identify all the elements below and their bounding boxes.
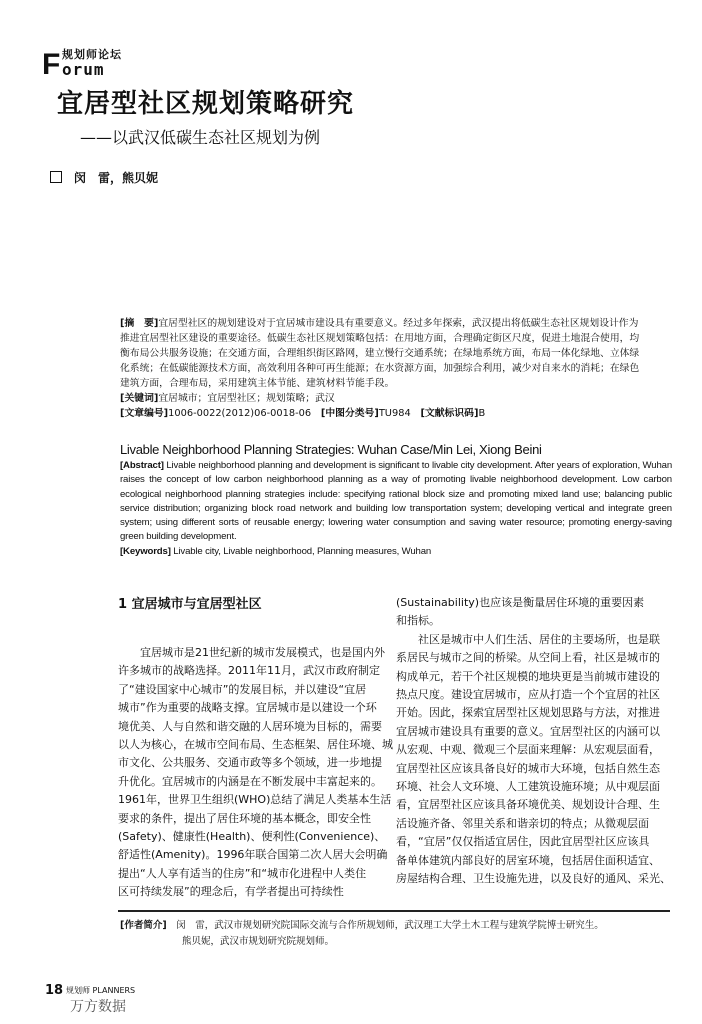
text-line: 环境、社会人文环境、人工建筑设施环境；从中观层面 (396, 780, 660, 794)
column-name: 规划师论坛 (62, 48, 122, 61)
text-line: 城市”作为重要的战略支撑。宜居城市是以建设一个环 (118, 701, 377, 715)
text-line: 宜居城市是21世纪新的城市发展模式，也是国内外 (118, 646, 385, 659)
text-line: 升优化。宜居城市的内涵是在不断发展中丰富起来的。 (118, 774, 382, 788)
logo-letter: F (42, 48, 61, 81)
text-line: 活设施齐备、邻里关系和谐亲切的特点；从微观层面 (396, 816, 649, 830)
text-line: 社区是城市中人们生活、居住的主要场所，也是联 (396, 632, 660, 646)
text-line: 系居民与城市之间的桥梁。从空间上看，社区是城市的 (396, 651, 660, 665)
text-line: (Safety)、健康性(Health)、便利性(Convenience)、 (118, 830, 386, 844)
text-line: 开始。因此，探索宜居型社区规划思路与方法，对推进 (396, 706, 660, 720)
body-column-left (118, 644, 393, 902)
subtitle: ——以武汉低碳生态社区规划为例 (80, 128, 321, 147)
page-number: 18 (45, 983, 64, 998)
section-heading: 1 宜居城市与宜居型社区 (118, 597, 262, 612)
text-line: 热点尺度。建设宜居城市，应从打造一个个宜居的社区 (396, 688, 660, 702)
text-line: 区可持续发展”的理念后，有学者提出可持续性 (118, 885, 344, 899)
page-title: 宜居型社区规划策略研究 (57, 89, 355, 119)
journal-name: 规划师 PLANNERS (66, 986, 136, 995)
text-line: 备单体建筑内部良好的居室环境，包括居住面积适宜、 (396, 853, 660, 867)
logo-text: orum (62, 60, 105, 79)
text-line: 宜居城市建设具有重要的意义。宜居型社区的内涵可以 (396, 724, 660, 738)
text-line: 境优美、人与自然和谐交融的人居环境为目标的，需要 (118, 719, 382, 733)
text-line: 看，宜居型社区应该具备环境优美、规划设计合理、生 (396, 798, 660, 812)
text-line: 了“建设国家中心城市”的发展目标，并以建设“宜居 (118, 682, 367, 696)
authors: 闵 雷，熊贝妮 (50, 170, 158, 186)
text-line: 和指标。 (396, 614, 440, 628)
square-bullet-icon (50, 171, 62, 183)
text-line: 市文化、公共服务、交通市政等多个领域，进一步地提 (118, 756, 382, 770)
text-line: 提出“人人享有适当的住房”和“城市化进程中人类住 (118, 866, 367, 880)
text-line: 房屋结构合理、卫生设施先进，以及良好的通风、采光、 (396, 872, 671, 886)
article-ids: [文章编号]1006-0022(2012)06-0018-06 [中图分类号]TU984 [文献标识码]B (120, 408, 486, 419)
abstract-en: [Abstract] Livable neighborhood planning and development is significant to livable city development. After years of exploration, Wuhan raises the concept of low carbon neighborhood planning as a way of promoting livable neighborhood development. Low carbon ecological neighborhood planning strategies include: specifying rational block size and promoting mixed land use; balancing public service distribution; organizing block road network and building low transportation system; developing vertical and integrate green system; using different sorts of reusable energy; lowering water consumption and saving water resource; promoting energy-saving green building development. [Keywords] Livable city, Livable neighborhood, Planning measures, Wuhan (120, 459, 672, 559)
text-line: 构成单元，若干个社区规模的地块更是当前城市建设的 (396, 669, 660, 683)
text-line: 舒适性(Amenity)。1996年联合国第二次人居大会明确 (118, 848, 388, 862)
text-line: 1961年，世界卫生组织(WHO)总结了满足人类基本生活 (118, 793, 392, 807)
keywords-cn: [关键词]宜居城市；宜居型社区；规划策略；武汉 (120, 393, 335, 404)
text-line: 要求的条件，提出了居住环境的基本概念，即安全性 (118, 811, 371, 825)
author-bio: [作者简介] 闵 雷，武汉市规划研究院国际交流与合作所规划师，武汉理工大学土木工程与建筑学院博士研究生。 熊贝妮，武汉市规划研究院规划师。 (120, 920, 604, 947)
text-line: (Sustainability)也应该是衡量居住环境的重要因素 (396, 596, 645, 609)
abstract-cn: [摘 要]宜居型社区的规划建设对于宜居城市建设具有重要意义。经过多年探索，武汉提出将低碳生态社区规划设计作为 推进宜居型社区建设的重要途径。低碳生态社区规划策略包括：在用地方面，合理确定街区尺度，促进土地混合使用，均 衡布局公共服务设施；在交通方面，合理组织街区路网，建立慢行交通系统；在绿地系统方面，布局一体化绿地、立体绿 化系统；在低碳能源技术方面，高效利用各种可再生能源；在水资源方面，加强综合利用，减少对自来水的消耗；在绿色 建筑方面，合理布局，采用建筑主体节能、建筑材料节能手段。 [关键词]宜居城市；宜居型社区；规划策略；武汉 [文章编号]1006-0022(2012)06-0018-06 [中图分类号]TU984 [文献标识码]B (120, 318, 640, 419)
text-line: 看，“宜居”仅仅指适宜居住，因此宜居型社区应该具 (396, 835, 650, 849)
text-line: 以人为核心，在城市空间布局、生态框架、居住环境、城 (118, 738, 393, 752)
divider (118, 910, 670, 912)
text-line: 宜居型社区应该具备良好的城市大环境，包括自然生态 (396, 761, 660, 775)
keywords-en: [Keywords] Livable city, Livable neighborhood, Planning measures, Wuhan (120, 545, 432, 557)
english-title: Livable Neighborhood Planning Strategies: Wuhan Case/Min Lei, Xiong Beini (120, 442, 542, 457)
watermark: 万方数据 (70, 999, 126, 1015)
body-column-right (396, 594, 671, 889)
text-line: 从宏观、中观、微观三个层面来理解：从宏观层面看， (396, 743, 660, 757)
text-line: 许多城市的战略选择。2011年11月，武汉市政府制定 (118, 664, 380, 678)
